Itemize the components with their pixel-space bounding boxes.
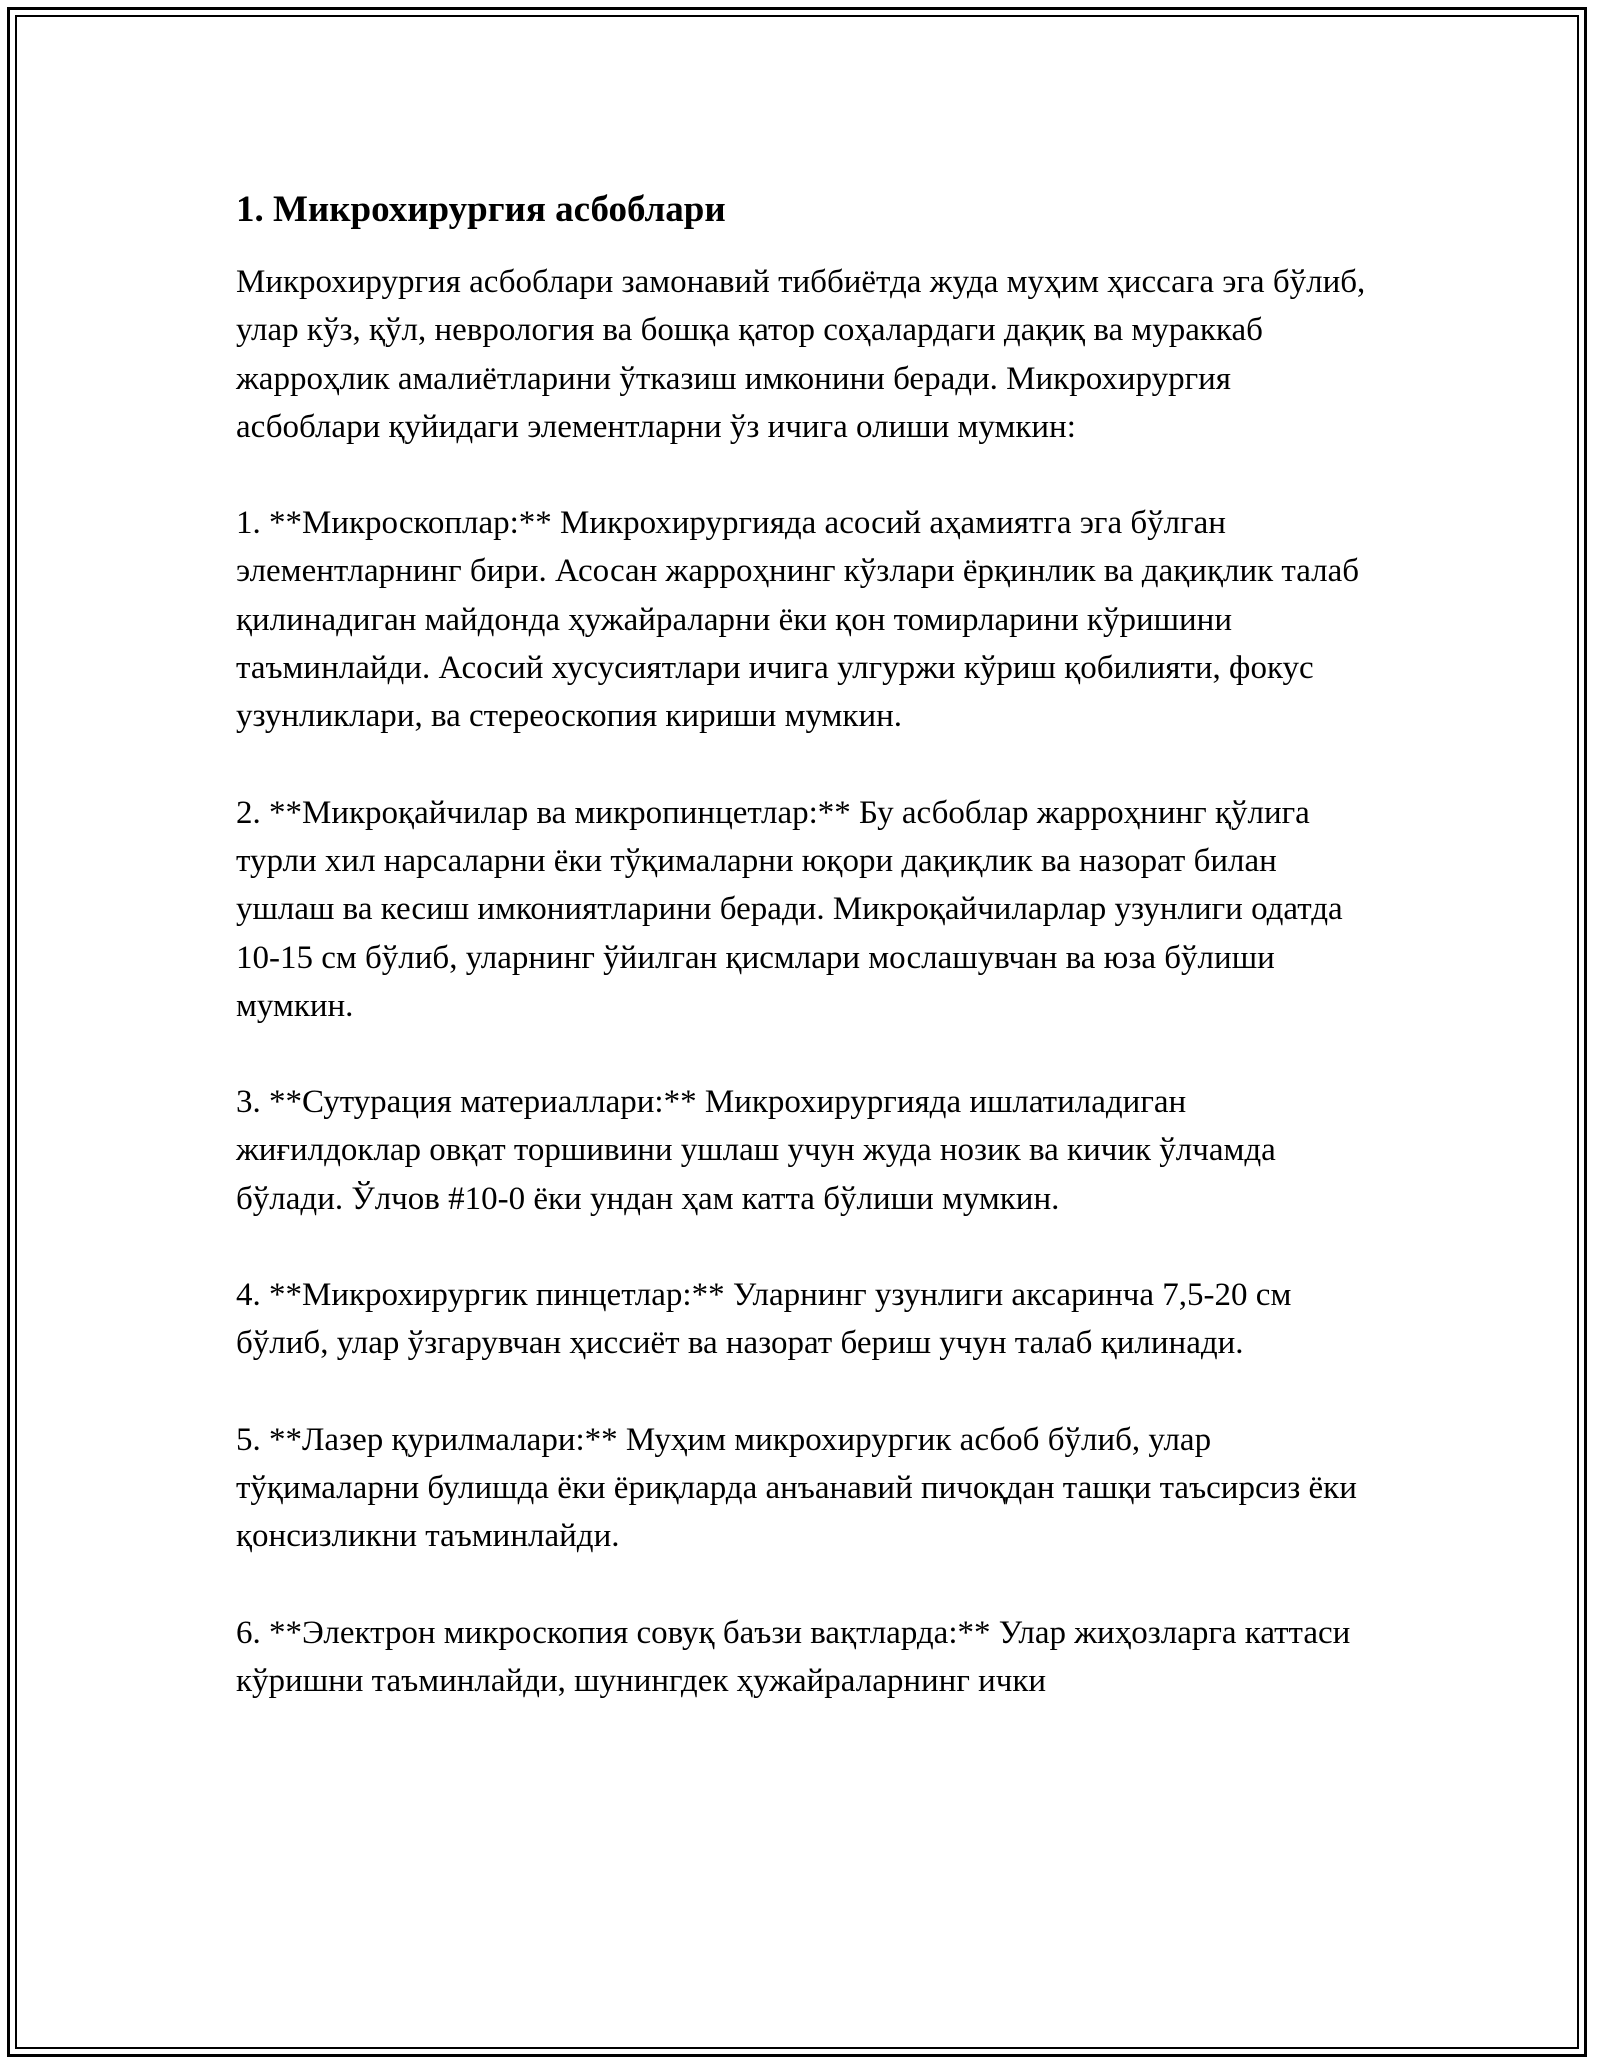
document-body [236,186,1376,1753]
paragraph-item-4: 4. **Микрохирургик пинцетлар:** Уларнинг узунлиги аксаринча 7,5-20 см бўлиб, улар ўзгарувчан ҳиссиёт ва назорат бериш учун талаб қилинади. [236,1277,1292,1362]
page-title: 1. Микрохирургия асбоблари [236,189,726,230]
paragraph-item-1: 1. **Микроскоплар:** Микрохирургияда асосий аҳамиятга эга бўлган элементларнинг бири. Асосан жарроҳнинг кўзлари ёрқинлик ва дақиқлик талаб қилинадиган майдонда ҳужайраларни ёки қон томирларини кўришини таъминлайди. Асосий хусусиятлари ичига улгуржи кўриш қобилияти, фокус узунликлари, ва стереоскопия кириши мумкин. [236,505,1360,735]
paragraph-item-5: 5. **Лазер қурилмалари:** Муҳим микрохирургик асбоб бўлиб, улар тўқималарни булишда ёки ёриқларда анъанавий пичоқдан ташқи таъсирсиз ёки қонсизликни таъминлайди. [236,1421,1357,1555]
paragraph-item-2: 2. **Микроқайчилар ва микропинцетлар:** Бу асбоблар жарроҳнинг қўлига турли хил нарсаларни ёки тўқималарни юқори дақиқлик ва назорат билан ушлаш ва кесиш имкониятларини беради. Микроқайчиларлар узунлиги одатда 10-15 см бўлиб, уларнинг ўйилган қисмлари мослашувчан ва юза бўлиши мумкин. [236,794,1343,1024]
paragraph-item-3: 3. **Сутурация материаллари:** Микрохирургияда ишлатиладиган жиғилдоклар овқат торшивини ушлаш учун жуда нозик ва кичик ўлчамда бўлади. Ўлчов #10-0 ёки ундан ҳам катта бўлиши мумкин. [236,1084,1276,1217]
paragraph-item-6: 6. **Электрон микроскопия совуқ баъзи вақтларда:** Улар жиҳозларга каттаси кўришни таъминлайди, шунингдек ҳужайраларнинг ички [236,1614,1351,1699]
paragraph-intro: Микрохирургия асбоблари замонавий тиббиётда жуда муҳим ҳиссага эга бўлиб, улар кўз, қўл, неврология ва бошқа қатор соҳалардаги дақиқ ва мураккаб жарроҳлик амалиётларини ўтказиш имконини беради. Микрохирургия асбоблари қуйидаги элементларни ўз ичига олиши мумкин: [236,264,1366,445]
